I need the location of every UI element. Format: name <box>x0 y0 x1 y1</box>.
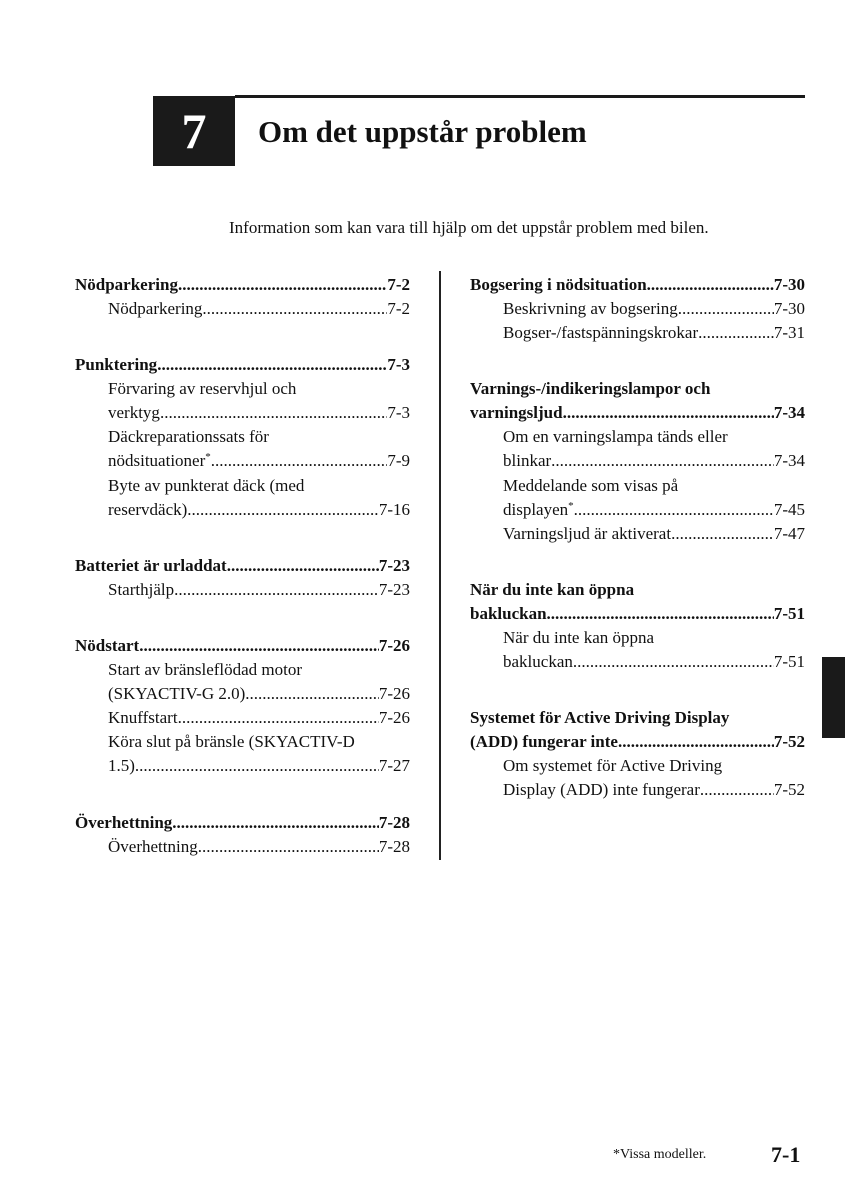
title-rule <box>235 95 805 98</box>
toc-page-ref: 7-28 <box>378 813 410 832</box>
toc-entry[interactable] <box>503 522 805 546</box>
dot-leader <box>551 449 774 473</box>
dot-leader <box>671 522 774 546</box>
toc-entry-text: bakluckan <box>503 652 573 671</box>
toc-page-ref: 7-30 <box>773 275 805 294</box>
toc-entry[interactable] <box>503 449 805 473</box>
toc-entry-line[interactable]: Däckreparationssats för <box>108 427 269 446</box>
toc-entry[interactable] <box>108 578 410 602</box>
dot-leader <box>174 578 379 602</box>
toc-page-ref: 7-23 <box>378 556 410 575</box>
dot-leader <box>698 321 774 345</box>
toc-entry[interactable] <box>503 650 805 674</box>
toc-page-ref: 7-52 <box>773 732 805 751</box>
toc-heading-varningslampor[interactable]: Varnings-/indikeringslampor och <box>470 379 711 398</box>
dot-leader <box>573 650 774 674</box>
toc-page-ref: 7-51 <box>773 604 805 623</box>
toc-entry[interactable] <box>108 297 410 321</box>
toc-heading-nodstart[interactable] <box>75 634 410 658</box>
toc-heading-text: Punktering <box>75 355 158 374</box>
chapter-number-box <box>153 96 235 166</box>
toc-entry-text: 1.5) <box>108 756 135 775</box>
dot-leader <box>178 706 379 730</box>
chapter-title: Om det uppstår problem <box>258 114 587 149</box>
toc-page-ref: 7-3 <box>387 403 410 422</box>
toc-entry[interactable] <box>503 778 805 802</box>
toc-page-ref: 7-27 <box>378 756 410 775</box>
toc-heading-text: Bogsering i nödsituation <box>470 275 647 294</box>
toc-heading-text: Nödparkering <box>75 275 178 294</box>
toc-heading-add-cont[interactable] <box>470 730 805 754</box>
toc-heading-bogsering[interactable] <box>470 273 805 297</box>
toc-entry-text: Beskrivning av bogsering <box>503 299 678 318</box>
toc-entry-text: Bogser-/fastspänningskrokar <box>503 323 699 342</box>
toc-page-ref: 7-26 <box>378 684 410 703</box>
toc-entry-text: blinkar <box>503 451 552 470</box>
toc-heading-text: varningsljud <box>470 403 563 422</box>
dot-leader <box>647 273 774 297</box>
toc-heading-text: (ADD) fungerar inte <box>470 732 618 751</box>
toc-entry-line[interactable]: Om systemet för Active Driving <box>503 756 723 775</box>
asterisk-mark: * <box>205 451 211 463</box>
toc-heading-punktering[interactable] <box>75 353 410 377</box>
toc-entry-line[interactable]: Förvaring av reservhjul och <box>108 379 297 398</box>
column-divider <box>439 271 441 860</box>
toc-page-ref: 7-45 <box>773 500 805 519</box>
chapter-thumb-tab <box>822 657 845 738</box>
toc-entry-text: reservdäck) <box>108 500 188 519</box>
page-number: 7-1 <box>771 1142 801 1167</box>
toc-entry-text: nödsituationer* <box>108 451 211 470</box>
toc-page-ref: 7-16 <box>378 500 410 519</box>
toc-page-ref: 7-52 <box>773 780 805 799</box>
toc-entry[interactable] <box>108 706 410 730</box>
toc-heading-nodparkering[interactable] <box>75 273 410 297</box>
toc-page-ref: 7-47 <box>773 524 805 543</box>
toc-entry-text: Varningsljud är aktiverat <box>503 524 672 543</box>
toc-heading-bakluckan-cont[interactable] <box>470 602 805 626</box>
dot-leader <box>172 811 379 835</box>
dot-leader <box>178 273 387 297</box>
toc-entry-text: Nödparkering <box>108 299 203 318</box>
toc-heading-text: Nödstart <box>75 636 140 655</box>
toc-heading-text: Batteriet är urladdat <box>75 556 227 575</box>
toc-page-ref: 7-26 <box>378 708 410 727</box>
toc-entry-text: Knuffstart <box>108 708 178 727</box>
toc-page-ref: 7-31 <box>773 323 805 342</box>
dot-leader <box>202 297 387 321</box>
toc-entry[interactable] <box>108 835 410 859</box>
toc-heading-text: bakluckan <box>470 604 547 623</box>
toc-page-ref: 7-51 <box>773 652 805 671</box>
toc-entry[interactable] <box>108 449 410 473</box>
intro-text: Information som kan vara till hjälp om det uppstår problem med bilen. <box>229 218 709 237</box>
dot-leader <box>574 498 774 522</box>
dot-leader <box>157 353 387 377</box>
dot-leader <box>211 449 388 473</box>
toc-entry-line[interactable]: Köra slut på bränsle (SKYACTIV-D <box>108 732 355 751</box>
toc-entry[interactable] <box>503 297 805 321</box>
toc-heading-varningslampor-cont[interactable] <box>470 401 805 425</box>
dot-leader <box>227 554 379 578</box>
toc-page-ref: 7-9 <box>387 451 410 470</box>
dot-leader <box>618 730 774 754</box>
toc-entry[interactable] <box>108 401 410 425</box>
dot-leader <box>678 297 774 321</box>
toc-page-ref: 7-23 <box>378 580 410 599</box>
footnote: *Vissa modeller. <box>613 1147 707 1162</box>
toc-entry-text: displayen* <box>503 500 574 519</box>
asterisk-mark: * <box>568 500 574 512</box>
toc-entry[interactable] <box>108 498 410 522</box>
toc-entry[interactable] <box>503 321 805 345</box>
dot-leader <box>139 634 379 658</box>
dot-leader <box>198 835 379 859</box>
toc-heading-batteriet[interactable] <box>75 554 410 578</box>
toc-entry-line[interactable]: Meddelande som visas på <box>503 476 679 495</box>
toc-entry-text: Display (ADD) inte fungerar <box>503 780 700 799</box>
toc-page-ref: 7-2 <box>387 299 410 318</box>
dot-leader <box>563 401 774 425</box>
dot-leader <box>187 498 379 522</box>
dot-leader <box>135 754 379 778</box>
toc-page-ref: 7-34 <box>773 451 805 470</box>
toc-entry[interactable] <box>108 754 410 778</box>
toc-entry-line[interactable]: Om en varningslampa tänds eller <box>503 427 728 446</box>
dot-leader <box>160 401 387 425</box>
toc-entry-line[interactable]: Start av bränsleflödad motor <box>108 660 303 679</box>
toc-entry-line[interactable]: När du inte kan öppna <box>503 628 655 647</box>
toc-entry-text: (SKYACTIV-G 2.0) <box>108 684 246 703</box>
toc-entry-text: Överhettning <box>108 837 198 856</box>
toc-page-ref: 7-2 <box>387 275 410 294</box>
toc-heading-overhettning[interactable] <box>75 811 410 835</box>
toc-page-ref: 7-34 <box>773 403 805 422</box>
toc-page-ref: 7-30 <box>773 299 805 318</box>
dot-leader <box>700 778 774 802</box>
toc-entry-text: verktyg <box>108 403 160 422</box>
toc-heading-bakluckan[interactable]: När du inte kan öppna <box>470 580 635 599</box>
toc-entry[interactable] <box>503 498 805 522</box>
toc-entry-text: Starthjälp <box>108 580 175 599</box>
toc-heading-add[interactable]: Systemet för Active Driving Display <box>470 708 730 727</box>
toc-entry-line[interactable]: Byte av punkterat däck (med <box>108 476 305 495</box>
toc-entry[interactable] <box>108 682 410 706</box>
dot-leader <box>547 602 774 626</box>
toc-heading-text: Överhettning <box>75 813 173 832</box>
dot-leader <box>245 682 379 706</box>
toc-page-ref: 7-28 <box>378 837 410 856</box>
toc-page-ref: 7-26 <box>378 636 410 655</box>
chapter-number: 7 <box>181 103 207 159</box>
toc-page-ref: 7-3 <box>387 355 410 374</box>
